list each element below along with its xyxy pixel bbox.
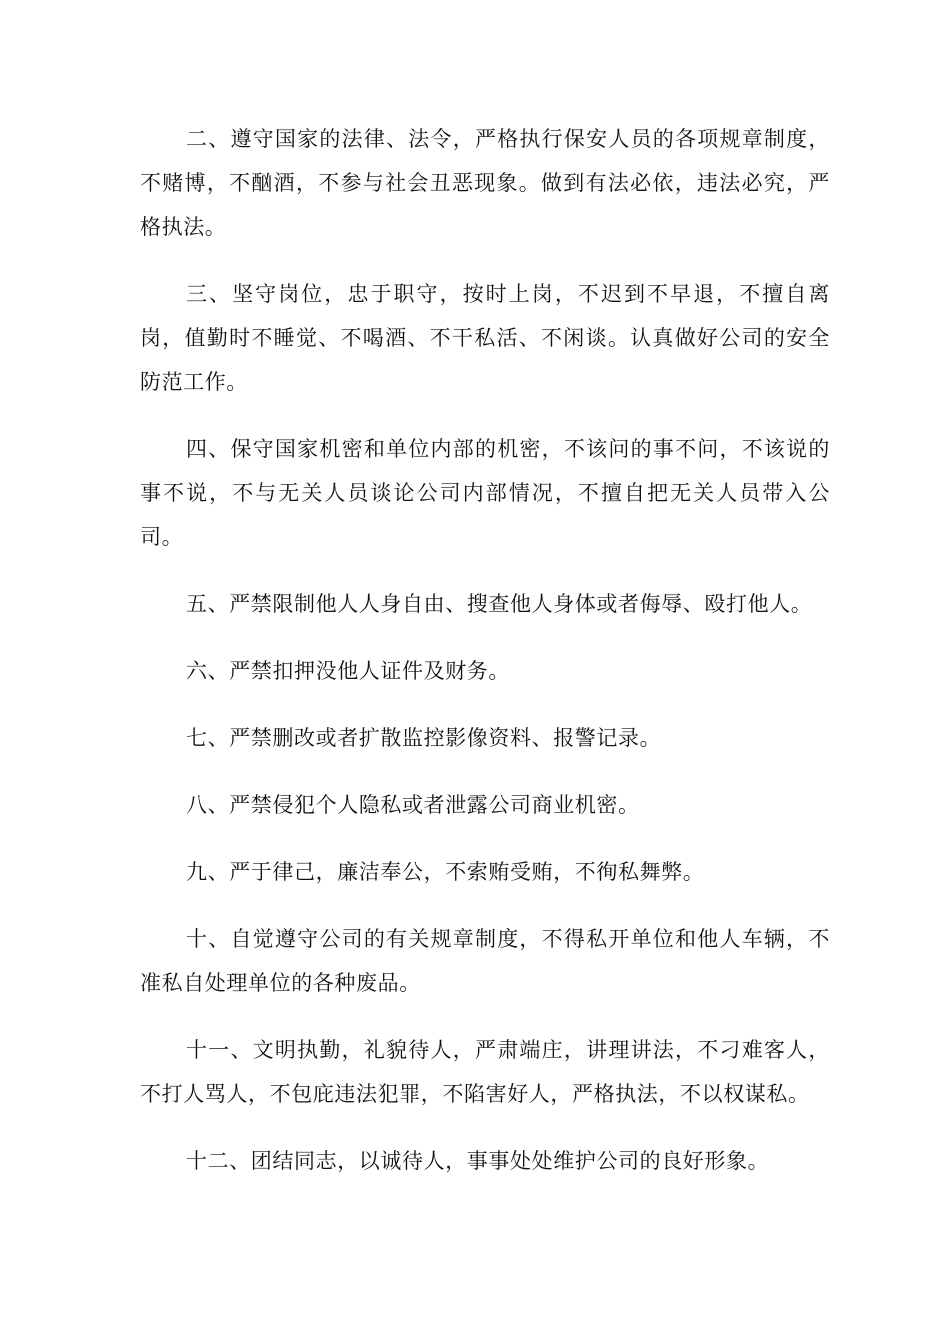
paragraph-rule-6: 六、严禁扣押没他人证件及财务。 xyxy=(186,659,510,683)
paragraph-rule-5: 五、严禁限制他人人身自由、搜查他人身体或者侮辱、殴打他人。 xyxy=(186,592,813,616)
paragraph-rule-8: 八、严禁侵犯个人隐私或者泄露公司商业机密。 xyxy=(186,793,640,817)
paragraph-rule-10: 十、自觉遵守公司的有关规章制度，不得私开单位和他人车辆，不准私自处理单位的各种废品。 xyxy=(140,927,830,995)
paragraph-rule-3: 三、坚守岗位，忠于职守，按时上岗，不迟到不早退，不擅自离岗，值勤时不睡觉、不喝酒、不干私活、不闲谈。认真做好公司的安全防范工作。 xyxy=(140,282,830,394)
paragraph-rule-7: 七、严禁删改或者扩散监控影像资料、报警记录。 xyxy=(186,726,662,750)
paragraph-rule-12: 十二、团结同志，以诚待人，事事处处维护公司的良好形象。 xyxy=(186,1149,770,1173)
document-body xyxy=(140,117,830,1206)
paragraph-rule-11: 十一、文明执勤，礼貌待人，严肃端庄，讲理讲法，不刁难客人，不打人骂人，不包庇违法犯罪，不陷害好人，严格执法，不以权谋私。 xyxy=(140,1038,830,1106)
paragraph-rule-9: 九、严于律己，廉洁奉公，不索贿受贿，不徇私舞弊。 xyxy=(186,860,705,884)
paragraph-rule-4: 四、保守国家机密和单位内部的机密，不该问的事不问，不该说的事不说，不与无关人员谈论公司内部情况，不擅自把无关人员带入公司。 xyxy=(140,437,830,549)
paragraph-rule-2: 二、遵守国家的法律、法令，严格执行保安人员的各项规章制度，不赌博，不酗酒，不参与社会丑恶现象。做到有法必依，违法必究，严格执法。 xyxy=(140,127,830,239)
